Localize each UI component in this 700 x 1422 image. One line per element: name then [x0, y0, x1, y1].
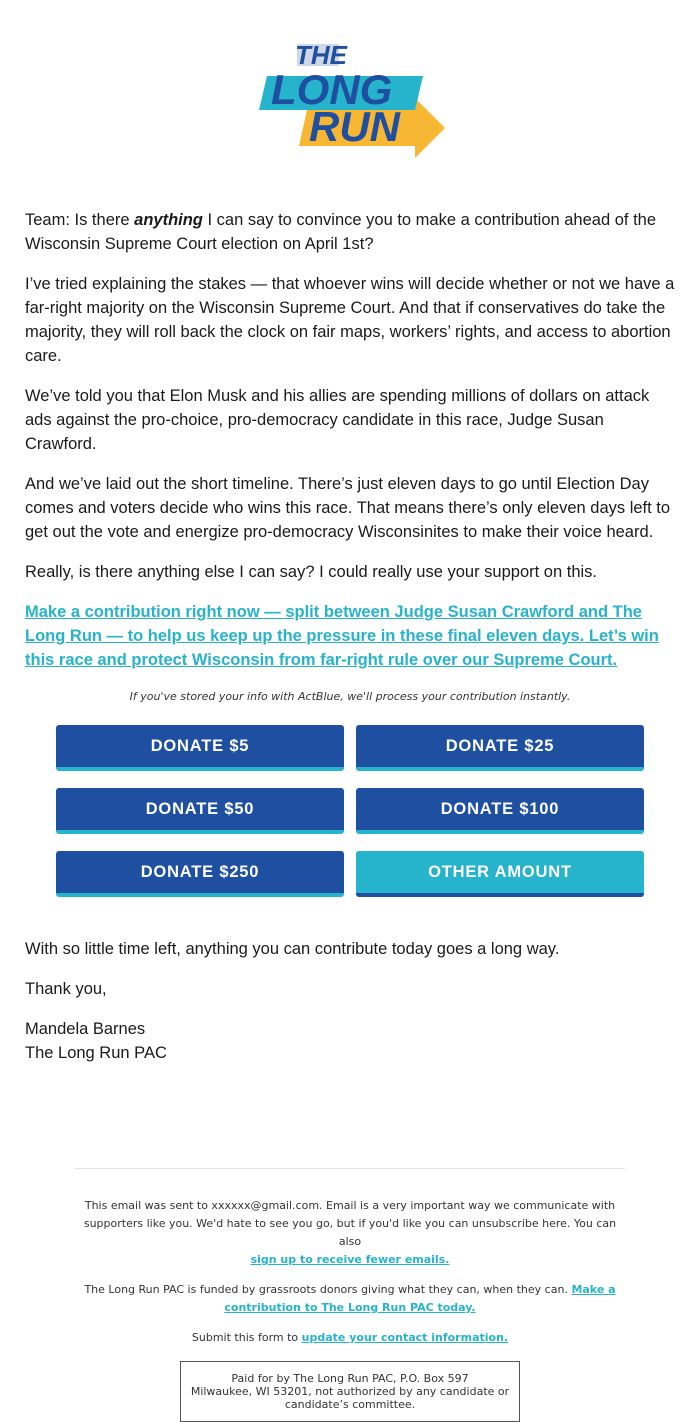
- email-body: [25, 208, 675, 1081]
- footer-funded: The Long Run PAC is funded by grassroots donors giving what they can, when they can. Make a contribution to The Long Run PAC today.: [84, 1283, 616, 1314]
- logo-text-the: THE: [295, 40, 347, 70]
- emphasis-anything: anything: [134, 211, 203, 229]
- footer-contribute-link[interactable]: Make a contribution to The Long Run PAC today.: [224, 1283, 616, 1314]
- contribute-cta-link[interactable]: Make a contribution right now — split between Judge Susan Crawford and The Long Run — to help us keep up the pressure in these final eleven days. Let’s win this race and protect Wisconsin from far-right rule over our Supreme Court.: [25, 603, 659, 669]
- signature-name: Mandela Barnes: [25, 1020, 146, 1038]
- paragraph-timeline: And we’ve laid out the short timeline. There’s just eleven days to go until Election Day comes and voters decide who wins this race. That means there’s only eleven days left to get out the vote and energize pro-democracy Wisconsinites to make their voice heard.: [25, 475, 671, 541]
- paragraph-ask: Really, is there anything else I can say? I could really use your support on this.: [25, 563, 597, 581]
- donate-button-grid: [25, 725, 675, 915]
- closing-line: With so little time left, anything you can contribute today goes a long way.: [25, 940, 560, 958]
- logo-text-long: LONG: [271, 66, 393, 113]
- donate-50-button[interactable]: DONATE $50: [56, 788, 344, 834]
- actblue-note: If you've stored your info with ActBlue, we'll process your contribution instantly.: [129, 690, 571, 703]
- paragraph-intro: Team: Is there anything I can say to convince you to make a contribution ahead of the Wisconsin Supreme Court election on April 1st?: [25, 211, 657, 253]
- update-contact-link[interactable]: update your contact information.: [301, 1331, 509, 1344]
- paid-line-2: Milwaukee, WI 53201, not authorized by any candidate or candidate’s committee.: [190, 1385, 510, 1411]
- footer: [75, 1168, 625, 1422]
- donate-250-button[interactable]: DONATE $250: [56, 851, 344, 897]
- long-run-logo: [255, 32, 450, 164]
- paragraph-stakes: I’ve tried explaining the stakes — that whoever wins will decide whether or not we have a far-right majority on the Wisconsin Supreme Court. And that if conservatives do take the majority, they will roll back the clock on fair maps, workers’ rights, and access to abortion care.: [25, 275, 675, 365]
- footer-sent-to: This email was sent to xxxxxx@gmail.com. Email is a very important way we communicate with supporters like you. We'd hate to see you go, but if you'd like you can unsubscribe here. You can also sign up to receive fewer emails.: [83, 1199, 617, 1266]
- footer-submit: Submit this form to update your contact information.: [191, 1331, 509, 1344]
- paid-for-disclaimer: [180, 1361, 520, 1422]
- logo-text-run: RUN: [309, 103, 400, 150]
- donate-100-button[interactable]: DONATE $100: [356, 788, 644, 834]
- signature: [25, 1017, 675, 1065]
- fewer-emails-link[interactable]: sign up to receive fewer emails.: [250, 1253, 450, 1266]
- paragraph-musk: We’ve told you that Elon Musk and his allies are spending millions of dollars on attack ads against the pro-choice, pro-democracy candidate in this race, Judge Susan Crawford.: [25, 387, 650, 453]
- signature-org: The Long Run PAC: [25, 1044, 167, 1062]
- other-amount-button[interactable]: OTHER AMOUNT: [356, 851, 644, 897]
- donate-5-button[interactable]: DONATE $5: [56, 725, 344, 771]
- donate-25-button[interactable]: DONATE $25: [356, 725, 644, 771]
- thanks-line: Thank you,: [25, 980, 107, 998]
- paid-line-1: Paid for by The Long Run PAC, P.O. Box 597: [231, 1372, 469, 1385]
- header: [0, 0, 700, 190]
